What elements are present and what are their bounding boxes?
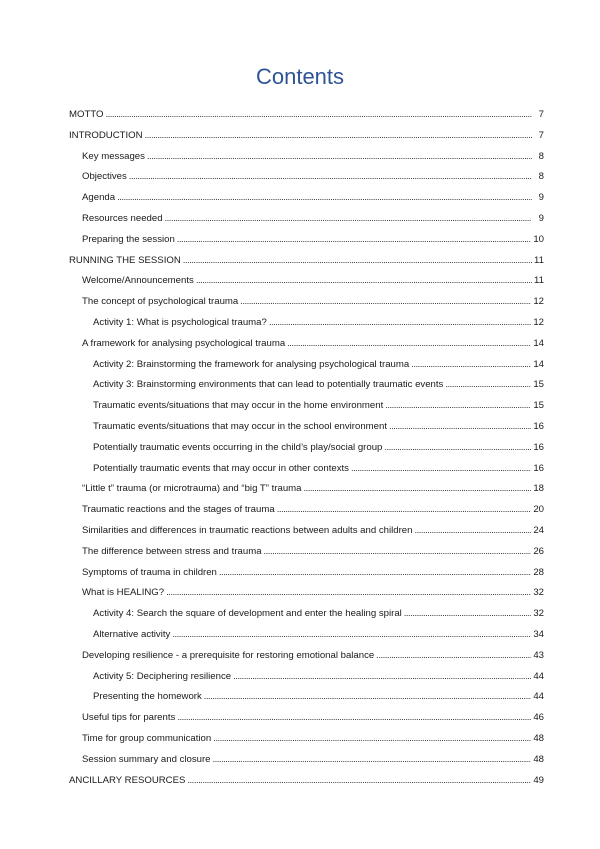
toc-entry[interactable] — [69, 708, 544, 729]
toc-entry-page-number[interactable]: 8 — [538, 171, 544, 183]
toc-entry[interactable] — [69, 396, 544, 417]
toc-entry-label[interactable]: Similarities and differences in traumatic reactions between adults and children — [82, 524, 413, 536]
toc-entry-page-number[interactable]: 15 — [533, 400, 544, 412]
toc-entry[interactable] — [69, 313, 544, 334]
toc-entry[interactable] — [69, 334, 544, 355]
toc-entry-page-number[interactable]: 16 — [533, 441, 544, 453]
toc-entry[interactable] — [69, 147, 544, 168]
toc-entry-page-number[interactable]: 12 — [533, 296, 544, 308]
dot-leader — [384, 438, 531, 459]
dot-leader — [177, 708, 531, 729]
toc-entry-page-number[interactable]: 32 — [533, 587, 544, 599]
toc-entry-page-number[interactable]: 7 — [538, 129, 544, 141]
toc-entry-label[interactable]: Activity 5: Deciphering resilience — [93, 670, 232, 682]
dot-leader — [264, 542, 532, 563]
dot-leader — [233, 667, 531, 688]
toc-entry[interactable] — [69, 771, 544, 792]
toc-entry-label[interactable]: MOTTO — [69, 109, 104, 120]
toc-entry-label[interactable]: Potentially traumatic events that may occur in other contexts — [93, 462, 349, 474]
toc-entry-label[interactable]: Potentially traumatic events occurring in the child’s play/social group — [93, 441, 383, 453]
dot-leader — [287, 334, 531, 355]
dot-leader — [204, 687, 532, 708]
toc-entry-page-number[interactable]: 34 — [533, 628, 544, 640]
dot-leader — [269, 313, 532, 334]
toc-entry-label[interactable]: Developing resilience - a prerequisite for restoring emotional balance — [82, 649, 375, 661]
page-title: Contents — [255, 64, 345, 89]
toc-entry-page-number[interactable]: 48 — [533, 753, 544, 765]
dot-leader — [129, 167, 532, 188]
toc-entry-page-number[interactable]: 44 — [533, 691, 544, 703]
dot-leader — [177, 230, 532, 251]
dot-leader — [389, 417, 531, 438]
toc-entry-label[interactable]: Traumatic events/situations that may occur in the school environment — [93, 420, 387, 432]
toc-entry[interactable] — [69, 479, 544, 500]
toc-entry-page-number[interactable]: 8 — [538, 150, 544, 162]
dot-leader — [172, 625, 531, 646]
toc-entry-page-number[interactable]: 46 — [533, 712, 544, 724]
dot-leader — [196, 271, 532, 292]
dot-leader — [445, 375, 531, 396]
dot-leader — [277, 500, 532, 521]
toc-entry-label[interactable]: Session summary and closure — [82, 753, 211, 765]
toc-entry-page-number[interactable]: 16 — [533, 462, 544, 474]
toc-entry[interactable] — [69, 563, 544, 584]
toc-entry-page-number[interactable]: 14 — [533, 358, 544, 370]
toc-entry[interactable] — [69, 126, 544, 147]
toc-entry[interactable] — [69, 251, 544, 272]
toc-entry-label[interactable]: Symptoms of trauma in children — [82, 566, 217, 578]
toc-entry-page-number[interactable]: 49 — [533, 774, 544, 786]
toc-entry[interactable] — [69, 500, 544, 521]
toc-entry[interactable] — [69, 667, 544, 688]
toc-entry-page-number[interactable]: 18 — [533, 483, 544, 495]
dot-leader — [351, 459, 531, 480]
toc-entry[interactable] — [69, 105, 544, 126]
toc-entry-label[interactable]: Key messages — [82, 150, 145, 162]
toc-entry-label[interactable]: A framework for analysing psychological trauma — [82, 337, 286, 349]
toc-entry-page-number[interactable]: 32 — [533, 608, 544, 620]
toc-entry-label[interactable]: RUNNING THE SESSION — [69, 254, 181, 266]
toc-entry[interactable] — [69, 583, 544, 604]
toc-entry-label[interactable]: Resources needed — [82, 212, 163, 224]
toc-entry-page-number[interactable]: 9 — [538, 192, 544, 204]
toc-entry-page-number[interactable]: 10 — [533, 233, 544, 245]
toc-entry-label[interactable]: The difference between stress and trauma — [82, 545, 262, 557]
toc-entry-label[interactable]: Activity 3: Brainstorming environments that can lead to potentially traumatic events — [93, 379, 444, 391]
toc-entry-label[interactable]: Alternative activity — [93, 628, 171, 640]
toc-entry-label[interactable]: Objectives — [82, 171, 127, 183]
dot-leader — [219, 563, 531, 584]
toc-entry-page-number[interactable]: 14 — [533, 337, 544, 349]
toc-entry-page-number[interactable]: 15 — [533, 379, 544, 391]
dot-leader — [213, 729, 531, 750]
toc-entry[interactable] — [69, 729, 544, 750]
toc-entry-page-number[interactable]: 26 — [533, 545, 544, 557]
toc-entry[interactable] — [69, 521, 544, 542]
toc-entry[interactable] — [69, 417, 544, 438]
toc-entry-page-number[interactable]: 20 — [533, 504, 544, 516]
toc-entry-label[interactable]: What is HEALING? — [82, 587, 165, 599]
toc-entry-label[interactable]: Activity 2: Brainstorming the framework for analysing psychological trauma — [93, 358, 410, 370]
toc-entry-label[interactable]: Activity 4: Search the square of development and enter the healing spiral — [93, 608, 402, 620]
toc-entry[interactable] — [69, 209, 544, 230]
toc-entry-page-number[interactable]: 12 — [533, 316, 544, 328]
toc-entry-label[interactable]: Activity 1: What is psychological trauma? — [93, 316, 267, 328]
toc-entry[interactable] — [69, 355, 544, 376]
toc-entry-page-number[interactable]: 16 — [533, 420, 544, 432]
dot-leader — [105, 105, 532, 126]
toc-entry-label[interactable]: Agenda — [82, 192, 116, 204]
toc-entry-label[interactable]: Useful tips for parents — [82, 712, 176, 724]
toc-entry-label[interactable]: Preparing the session — [82, 233, 175, 245]
toc-entry[interactable] — [69, 438, 544, 459]
dot-leader — [183, 251, 532, 272]
dot-leader — [147, 147, 532, 168]
toc-entry-page-number[interactable]: 11 — [534, 275, 544, 287]
toc-entry[interactable] — [69, 750, 544, 771]
toc-entry-label[interactable]: Welcome/Announcements — [82, 275, 194, 287]
dot-leader — [240, 292, 531, 313]
toc-entry-label[interactable]: Traumatic events/situations that may occur in the home environment — [93, 400, 384, 412]
toc-entry-page-number[interactable]: 44 — [533, 670, 544, 682]
dot-leader — [145, 126, 532, 147]
toc-entry-page-number[interactable]: 48 — [533, 732, 544, 744]
toc-entry-label[interactable]: Time for group communication — [82, 732, 212, 744]
toc-entry-label[interactable]: Traumatic reactions and the stages of trauma — [82, 504, 275, 516]
toc-entry[interactable] — [69, 271, 544, 292]
dot-leader — [376, 646, 531, 667]
dot-leader — [303, 479, 531, 500]
toc-entry-label[interactable]: ANCILLARY RESOURCES — [69, 774, 186, 786]
toc-entry-page-number[interactable]: 28 — [533, 566, 544, 578]
toc-entry[interactable] — [69, 188, 544, 209]
toc-entry[interactable] — [69, 625, 544, 646]
toc-entry-label[interactable]: INTRODUCTION — [69, 129, 143, 141]
toc-entry[interactable] — [69, 687, 544, 708]
dot-leader — [414, 521, 531, 542]
dot-leader — [187, 771, 531, 792]
toc-entry[interactable] — [69, 375, 544, 396]
toc-entry[interactable] — [69, 646, 544, 667]
toc-entry-page-number[interactable]: 9 — [538, 212, 544, 224]
toc-entry-label[interactable]: The concept of psychological trauma — [82, 296, 239, 308]
toc-entry[interactable] — [69, 542, 544, 563]
toc-entry[interactable] — [69, 604, 544, 625]
dot-leader — [117, 188, 532, 209]
toc-entry[interactable] — [69, 167, 544, 188]
dot-leader — [404, 604, 532, 625]
dot-leader — [411, 355, 531, 376]
toc-entry-page-number[interactable]: 7 — [538, 109, 544, 120]
dot-leader — [213, 750, 532, 771]
toc-entry-page-number[interactable]: 11 — [534, 254, 544, 266]
dot-leader — [165, 209, 532, 230]
toc-entry-label[interactable]: Presenting the homework — [93, 691, 202, 703]
toc-entry-page-number[interactable]: 24 — [533, 524, 544, 536]
toc-entry-label[interactable]: “Little t” trauma (or microtrauma) and “big T” trauma — [82, 483, 302, 495]
dot-leader — [385, 396, 531, 417]
table-of-contents — [69, 105, 544, 791]
toc-entry[interactable] — [69, 230, 544, 251]
toc-entry[interactable] — [69, 292, 544, 313]
toc-entry-page-number[interactable]: 43 — [533, 649, 544, 661]
toc-entry[interactable] — [69, 459, 544, 480]
dot-leader — [166, 583, 531, 604]
